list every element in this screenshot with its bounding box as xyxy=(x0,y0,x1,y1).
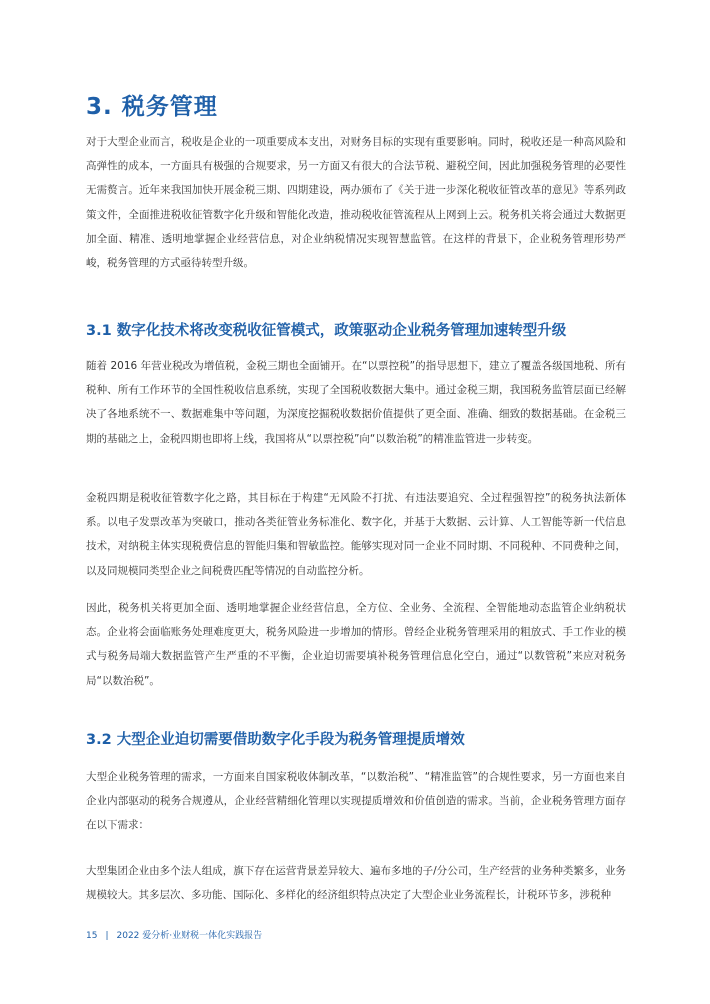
subsection-title-3-2: 3.2 大型企业迫切需要借助数字化手段为税务管理提质增效 xyxy=(86,732,465,748)
subsection-title-3-1: 3.1 数字化技术将改变税收征管模式，政策驱动企业税务管理加速转型升级 xyxy=(86,323,567,339)
section-title: 3. 税务管理 xyxy=(86,94,218,120)
footer-separator: | xyxy=(105,931,109,941)
paragraph-3-1-2: 金税四期是税收征管数字化之路，其目标在于构建“无风险不打扰、有违法要追究、全过程强智控”的税务执法新体系。以电子发票改革为突破口，推动各类征管业务标准化、数字化，并基于大数据、云计算、人工智能等新一代信息技术，对纳税主体实现税费信息的智能归集和智敏监控。能够实现对同一企业不同时期、不同税种、不同费种之间，以及同规模同类型企业之间税费匹配等情况的自动监控分析。 xyxy=(86,492,626,577)
page-number: 15 xyxy=(86,931,98,941)
paragraph-3-1-3: 因此，税务机关将更加全面、透明地掌握企业经营信息，全方位、全业务、全流程、全智能地动态监管企业纳税状态。企业将会面临账务处理难度更大，税务风险进一步增加的情形。曾经企业税务管理采用的粗放式、手工作业的模式与税务局端大数据监管产生严重的不平衡，企业迫切需要填补税务管理信息化空白，通过“以数管税”来应对税务局“以数治税”。 xyxy=(86,602,626,687)
paragraph-3-2-1: 大型企业税务管理的需求，一方面来自国家税收体制改革，“以数治税”、“精准监管”的合规性要求，另一方面也来自企业内部驱动的税务合规遵从，企业经营精细化管理以实现提质增效和价值创造的需求。当前，企业税务管理方面存在以下需求： xyxy=(86,771,626,832)
page-footer xyxy=(86,928,262,941)
intro-paragraph: 对于大型企业而言，税收是企业的一项重要成本支出，对财务目标的实现有重要影响。同时，税收还是一种高风险和高弹性的成本，一方面具有极强的合规要求，另一方面又有很大的合法节税、避税空间，因此加强税务管理的必要性无需赘言。近年来我国加快开展金税三期、四期建设，两办颁布了《关于进一步深化税收征管改革的意见》等系列政策文件，全面推进税收征管数字化升级和智能化改造，推动税收征管流程从上网到上云。税务机关将会通过大数据更加全面、精准、透明地掌握企业经营信息，对企业纳税情况实现智慧监管。在这样的背景下，企业税务管理形势严峻，税务管理的方式亟待转型升级。 xyxy=(86,136,626,270)
report-title: 2022 爱分析·业财税一体化实践报告 xyxy=(116,931,263,941)
paragraph-3-2-2: 大型集团企业由多个法人组成，旗下存在运营背景差异较大、遍布多地的子/分公司，生产经营的业务种类繁多，业务规模较大。其多层次、多功能、国际化、多样化的经济组织特点决定了大型企业业务流程长，计税环节多，涉税种 xyxy=(86,865,626,902)
paragraph-3-1-1: 随着 2016 年营业税改为增值税，金税三期也全面铺开。在“以票控税”的指导思想下，建立了覆盖各级国地税、所有税种、所有工作环节的全国性税收信息系统，实现了全国税收数据大集中。通过金税三期，我国税务监管层面已经解决了各地系统不一、数据难集中等问题，为深度挖掘税收数据价值提供了更全面、准确、细致的数据基础。在金税三期的基础之上，金税四期也即将上线，我国将从“以票控税”向“以数治税”的精准监管进一步转变。 xyxy=(86,360,626,445)
